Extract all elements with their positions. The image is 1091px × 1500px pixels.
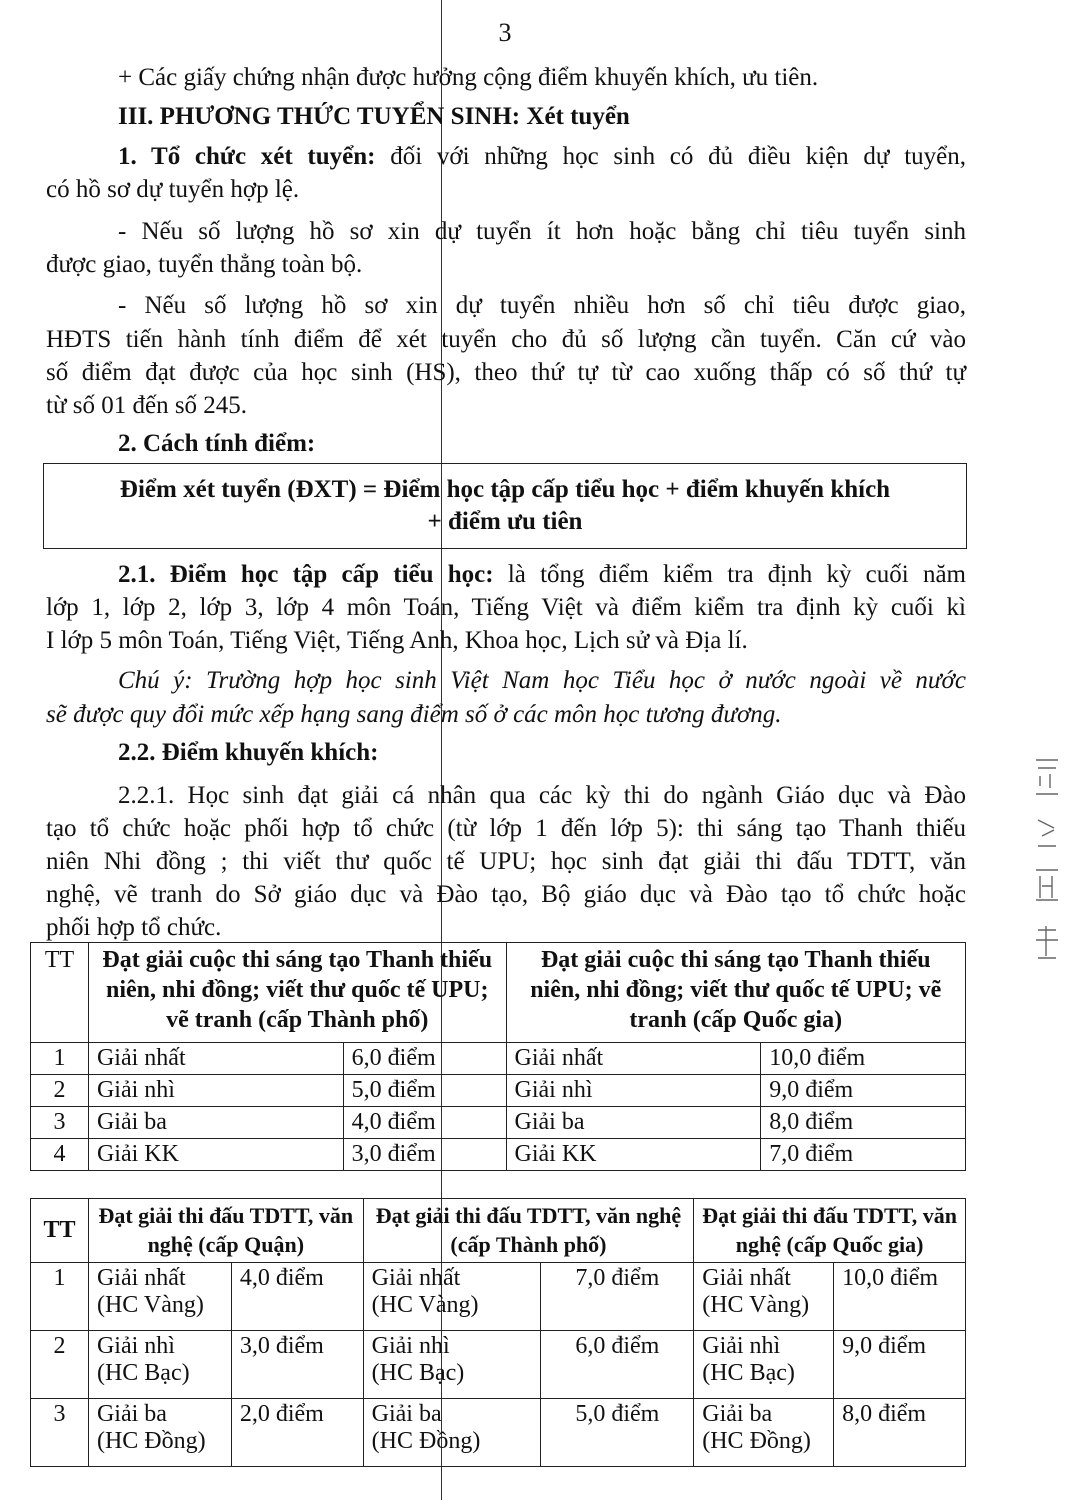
col-header-city: Đạt giải thi đấu TDTT, văn nghệ (cấp Thành phố) — [363, 1199, 694, 1263]
cell-score: 5,0 điểm — [541, 1399, 694, 1467]
cell-prize — [363, 1331, 541, 1399]
paragraph-line: + Các giấy chứng nhận được hưởng cộng điểm khuyến khích, ưu tiên. — [118, 64, 819, 91]
cell-tt: 1 — [31, 1263, 89, 1331]
formula-line: + điểm ưu tiên — [427, 508, 583, 535]
cell-prize: Giải KK — [506, 1139, 761, 1171]
cell-score: 10,0 điểm — [761, 1043, 966, 1075]
section-heading: III. PHƯƠNG THỨC TUYỂN SINH: Xét tuyển — [118, 103, 630, 130]
cell-prize: Giải nhì — [88, 1075, 343, 1107]
cell-tt: 1 — [31, 1043, 89, 1075]
cell-score: 3,0 điểm — [231, 1331, 363, 1399]
cell-prize — [694, 1399, 834, 1467]
cell-prize: Giải ba — [506, 1107, 761, 1139]
cell-score: 8,0 điểm — [834, 1399, 966, 1467]
table-row — [31, 1139, 966, 1171]
page-number: 3 — [498, 18, 512, 47]
cell-tt: 3 — [31, 1399, 89, 1467]
prize-name: Giải nhì — [371, 1333, 450, 1359]
award-table-sports — [30, 1198, 966, 1467]
cell-score: 7,0 điểm — [541, 1263, 694, 1331]
table-row — [31, 1075, 966, 1107]
col-header-national: Đạt giải cuộc thi sáng tạo Thanh thiếu niên, nhi đồng; viết thư quốc tế UPU; vẽ tranh (cấp Quốc gia) — [506, 943, 966, 1043]
cell-prize — [88, 1331, 231, 1399]
cell-score: 4,0 điểm — [343, 1107, 506, 1139]
table-row — [31, 1263, 966, 1331]
col-header-district: Đạt giải thi đấu TDTT, văn nghệ (cấp Quận) — [88, 1199, 363, 1263]
paragraph-line: - Nếu số lượng hồ sơ xin dự tuyển nhiều hơn số chỉ tiêu được giao, — [118, 292, 966, 319]
cell-prize: Giải ba — [88, 1107, 343, 1139]
paragraph-line: lớp 1, lớp 2, lớp 3, lớp 4 môn Toán, Tiếng Việt và điểm kiểm tra định kỳ cuối kì — [46, 594, 966, 621]
cell-score: 6,0 điểm — [541, 1331, 694, 1399]
prize-name: Giải ba — [702, 1401, 773, 1427]
cell-prize — [88, 1399, 231, 1467]
cell-score: 9,0 điểm — [761, 1075, 966, 1107]
prize-name: Giải nhất — [371, 1265, 461, 1291]
col-header-national: Đạt giải thi đấu TDTT, văn nghệ (cấp Quốc gia) — [694, 1199, 966, 1263]
note-line: Chú ý: Trường hợp học sinh Việt Nam học Tiểu học ở nước ngoài về nước — [118, 667, 966, 694]
award-table-contest — [30, 942, 966, 1171]
paragraph-line — [46, 559, 966, 591]
table-row — [31, 1043, 966, 1075]
cell-prize: Giải KK — [88, 1139, 343, 1171]
note-line: sẽ được quy đổi mức xếp hạng sang điểm số ở các môn học tương đương. — [46, 701, 782, 728]
col-header-tt: TT — [31, 943, 89, 1043]
medal-name: (HC Đồng) — [371, 1428, 481, 1454]
cell-tt: 3 — [31, 1107, 89, 1139]
paragraph-line: I lớp 5 môn Toán, Tiếng Việt, Tiếng Anh, Khoa học, Lịch sử và Địa lí. — [46, 627, 748, 654]
table-row — [31, 1107, 966, 1139]
cell-prize — [363, 1399, 541, 1467]
cell-score: 2,0 điểm — [231, 1399, 363, 1467]
formula-line: Điểm xét tuyển (ĐXT) = Điểm học tập cấp tiểu học + điểm khuyến khích — [119, 476, 891, 503]
medal-name: (HC Bạc) — [96, 1360, 190, 1386]
paragraph-line: được giao, tuyển thẳng toàn bộ. — [46, 251, 363, 278]
prize-name: Giải nhất — [96, 1265, 186, 1291]
col-header-city: Đạt giải cuộc thi sáng tạo Thanh thiếu niên, nhi đồng; viết thư quốc tế UPU; vẽ tranh (cấp Thành phố) — [88, 943, 506, 1043]
subheading: 2. Cách tính điểm: — [118, 430, 316, 457]
cell-prize — [694, 1263, 834, 1331]
medal-name: (HC Vàng) — [96, 1292, 204, 1318]
table-row — [31, 1399, 966, 1467]
cell-prize: Giải nhất — [88, 1043, 343, 1075]
medal-name: (HC Đồng) — [702, 1428, 811, 1454]
paragraph-text: đối với những học sinh có đủ điều kiện dự tuyển, — [375, 143, 966, 170]
paragraph-line — [46, 141, 966, 173]
prize-name: Giải ba — [96, 1401, 167, 1427]
paragraph-line: từ số 01 đến số 245. — [46, 392, 248, 419]
cell-prize: Giải nhì — [506, 1075, 761, 1107]
cell-tt: 4 — [31, 1139, 89, 1171]
medal-name: (HC Bạc) — [371, 1360, 465, 1386]
formula-box — [43, 463, 967, 549]
medal-name: (HC Đồng) — [96, 1428, 206, 1454]
cell-score: 8,0 điểm — [761, 1107, 966, 1139]
cell-tt: 2 — [31, 1331, 89, 1399]
paragraph-line: - Nếu số lượng hồ sơ xin dự tuyển ít hơn hoặc bằng chỉ tiêu tuyển sinh — [118, 218, 966, 245]
cell-score: 4,0 điểm — [231, 1263, 363, 1331]
paragraph-line: nghệ, vẽ tranh do Sở giáo dục và Đào tạo, Bộ giáo dục và Đào tạo tổ chức hoặc — [46, 881, 966, 908]
subheading: 2.1. Điểm học tập cấp tiểu học: — [118, 561, 494, 588]
cell-score: 10,0 điểm — [834, 1263, 966, 1331]
prize-name: Giải nhì — [96, 1333, 175, 1359]
prize-name: Giải nhất — [702, 1265, 791, 1291]
medal-name: (HC Vàng) — [371, 1292, 479, 1318]
cell-prize: Giải nhất — [506, 1043, 761, 1075]
cell-score: 9,0 điểm — [834, 1331, 966, 1399]
medal-name: (HC Bạc) — [702, 1360, 795, 1386]
margin-stamp-mark — [1030, 750, 1064, 970]
paragraph-line: có hồ sơ dự tuyển hợp lệ. — [46, 176, 300, 203]
paragraph-line: niên Nhi đồng ; thi viết thư quốc tế UPU; học sinh đạt giải thi đấu TDTT, văn — [46, 848, 966, 875]
cell-score: 7,0 điểm — [761, 1139, 966, 1171]
prize-name: Giải nhì — [702, 1333, 781, 1359]
cell-tt: 2 — [31, 1075, 89, 1107]
prize-name: Giải ba — [371, 1401, 442, 1427]
paragraph-text: là tổng điểm kiểm tra định kỳ cuối năm — [493, 561, 966, 588]
paragraph-line: 2.2.1. Học sinh đạt giải cá nhân qua các kỳ thi do ngành Giáo dục và Đào — [118, 782, 966, 809]
paragraph-line: phối hợp tổ chức. — [46, 914, 222, 941]
cell-prize — [363, 1263, 541, 1331]
paragraph-line: tạo tổ chức hoặc phối hợp tổ chức (từ lớp 1 đến lớp 5): thi sáng tạo Thanh thiếu — [46, 815, 966, 842]
paragraph-line: HĐTS tiến hành tính điểm để xét tuyển cho đủ số lượng cần tuyển. Căn cứ vào — [46, 326, 966, 353]
medal-name: (HC Vàng) — [702, 1292, 810, 1318]
subheading: 2.2. Điểm khuyến khích: — [118, 739, 379, 766]
paragraph-line: số điểm đạt được của học sinh (HS), theo thứ tự từ cao xuống thấp có số thứ tự — [46, 359, 966, 386]
cell-score: 5,0 điểm — [343, 1075, 506, 1107]
col-header-tt: TT — [31, 1199, 89, 1263]
table-row — [31, 1331, 966, 1399]
cell-prize — [88, 1263, 231, 1331]
cell-score: 6,0 điểm — [343, 1043, 506, 1075]
subheading: 1. Tổ chức xét tuyển: — [118, 143, 376, 170]
cell-score: 3,0 điểm — [343, 1139, 506, 1171]
cell-prize — [694, 1331, 834, 1399]
